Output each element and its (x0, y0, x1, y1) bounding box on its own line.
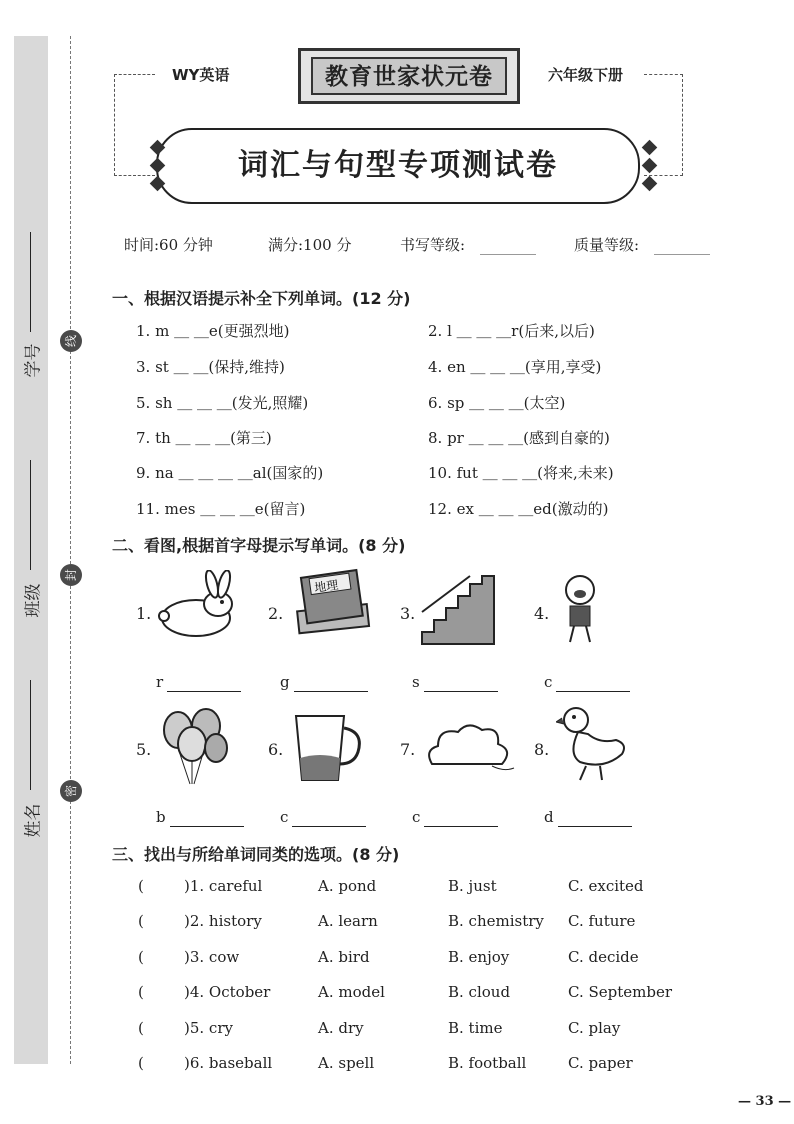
section3-heading: 三、找出与所给单词同类的选项。(8 分) (112, 845, 400, 864)
pic-number: 8. (534, 740, 550, 759)
s1-item: 5. sh ＿ ＿ ＿(发光,照耀) (136, 394, 309, 412)
pic-number: 2. (268, 604, 284, 623)
answer-blank-2[interactable]: g (280, 673, 368, 692)
pic-number: 1. (136, 604, 152, 623)
duck-icon (556, 704, 630, 784)
writing-grade-blank (480, 254, 536, 255)
pic-number: 7. (400, 740, 416, 759)
quality-grade-blank (654, 254, 710, 255)
crying-girl-icon (556, 570, 606, 646)
option-b: B. just (448, 877, 497, 895)
pic-number: 6. (268, 740, 284, 759)
banner-scroll (298, 48, 520, 104)
page-number: — 33 — (738, 1094, 792, 1109)
option-c: C. September (568, 983, 673, 1001)
question-word: )5. cry (184, 1019, 233, 1037)
question-word: )3. cow (184, 948, 240, 966)
pic-number: 5. (136, 740, 152, 759)
option-c: C. play (568, 1019, 621, 1037)
diamond-icon (642, 176, 658, 192)
option-b: B. football (448, 1054, 527, 1072)
student-no-line (30, 232, 31, 332)
time-info: 时间:60 分钟 (124, 236, 213, 254)
answer-paren[interactable]: ( (138, 1019, 144, 1037)
option-c: C. future (568, 912, 636, 930)
s1-item: 6. sp ＿ ＿ ＿(太空) (428, 394, 566, 412)
quality-grade-label: 质量等级: (574, 236, 640, 254)
option-b: B. cloud (448, 983, 511, 1001)
s1-item: 12. ex ＿ ＿ ＿ed(激动的) (428, 500, 609, 518)
page-title: 词汇与句型专项测试卷 (156, 128, 640, 204)
balloons-icon (158, 708, 230, 786)
question-word: )1. careful (184, 877, 263, 895)
class-label: 班级 (23, 583, 44, 618)
seal-secret: 密 (60, 780, 82, 802)
cut-line (70, 36, 71, 1064)
book-title: 地理 (313, 577, 340, 595)
answer-blank-5[interactable]: b (156, 808, 244, 827)
s1-item: 9. na ＿ ＿ ＿ ＿al(国家的) (136, 464, 324, 482)
question-word: )2. history (184, 912, 262, 930)
answer-paren[interactable]: ( (138, 912, 144, 930)
banner-title: 教育世家状元卷 (311, 57, 507, 95)
answer-paren[interactable]: ( (138, 983, 144, 1001)
option-b: B. time (448, 1019, 503, 1037)
seal-line: 线 (60, 330, 82, 352)
option-b: B. chemistry (448, 912, 544, 930)
section1-heading: 一、根据汉语提示补全下列单词。(12 分) (112, 289, 411, 308)
s1-item: 2. l ＿ ＿ ＿r(后来,以后) (428, 322, 595, 340)
s1-item: 10. fut ＿ ＿ ＿(将来,未来) (428, 464, 614, 482)
answer-blank-1[interactable]: r (156, 673, 241, 692)
option-c: C. excited (568, 877, 644, 895)
option-a: A. bird (318, 948, 370, 966)
writing-grade-label: 书写等级: (400, 236, 466, 254)
answer-paren[interactable]: ( (138, 1054, 144, 1072)
score-info: 满分:100 分 (268, 236, 352, 254)
answer-blank-3[interactable]: s (412, 673, 498, 692)
pic-number: 4. (534, 604, 550, 623)
header-subject: WY英语 (168, 64, 233, 85)
option-a: A. pond (318, 877, 377, 895)
student-no-label: 学号 (23, 343, 44, 378)
stairs-icon (418, 572, 498, 646)
option-a: A. dry (318, 1019, 364, 1037)
binding-strip (14, 36, 48, 1064)
option-c: C. decide (568, 948, 639, 966)
answer-paren[interactable]: ( (138, 877, 144, 895)
header-connector (114, 74, 155, 176)
s1-item: 4. en ＿ ＿ ＿(享用,享受) (428, 358, 602, 376)
s1-item: 11. mes ＿ ＿ ＿e(留言) (136, 500, 306, 518)
class-line (30, 460, 31, 570)
section2-heading: 二、看图,根据首字母提示写单词。(8 分) (112, 536, 406, 555)
pic-number: 3. (400, 604, 416, 623)
question-word: )6. baseball (184, 1054, 273, 1072)
cloud-icon (422, 720, 516, 776)
answer-blank-7[interactable]: c (412, 808, 498, 827)
name-line (30, 680, 31, 790)
option-a: A. learn (318, 912, 378, 930)
answer-paren[interactable]: ( (138, 948, 144, 966)
option-a: A. model (318, 983, 385, 1001)
answer-blank-4[interactable]: c (544, 673, 630, 692)
option-c: C. paper (568, 1054, 633, 1072)
name-label: 姓名 (23, 803, 44, 838)
book-icon (290, 568, 376, 644)
answer-blank-6[interactable]: c (280, 808, 366, 827)
s1-item: 7. th ＿ ＿ ＿(第三) (136, 429, 272, 447)
s1-item: 8. pr ＿ ＿ ＿(感到自豪的) (428, 429, 610, 447)
rabbit-icon (152, 570, 238, 640)
option-a: A. spell (318, 1054, 375, 1072)
option-b: B. enjoy (448, 948, 510, 966)
s1-item: 1. m ＿ ＿e(更强烈地) (136, 322, 290, 340)
answer-blank-8[interactable]: d (544, 808, 632, 827)
s1-item: 3. st ＿ ＿(保持,维持) (136, 358, 285, 376)
seal-seal: 封 (60, 564, 82, 586)
question-word: )4. October (184, 983, 271, 1001)
header-grade: 六年级下册 (544, 64, 627, 85)
cup-icon (290, 712, 366, 784)
